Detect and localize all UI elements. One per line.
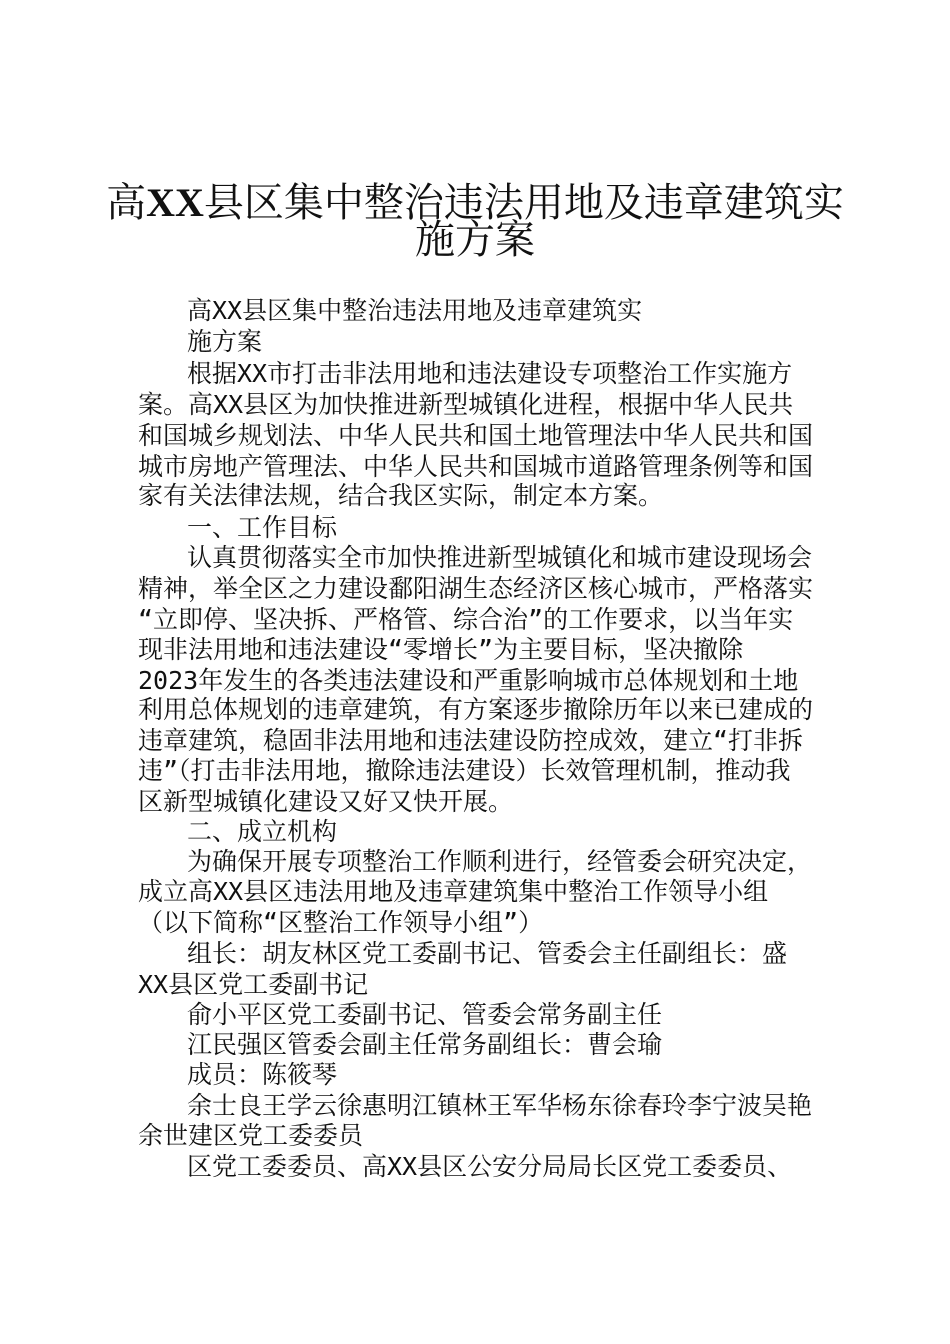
body-line: 施方案	[187, 327, 263, 356]
body-line: 高XX县区集中整治违法用地及违章建筑实	[187, 296, 643, 325]
title-prefix: 高	[106, 180, 147, 226]
body-line: 精神，举全区之力建设鄱阳湖生态经济区核心城市，严格落实	[138, 574, 814, 603]
body-line: 违”（打击非法用地，撤除违法建设）长效管理机制，推动我	[138, 756, 791, 785]
body-line: 俞小平区党工委副书记、管委会常务副主任	[187, 1000, 663, 1029]
title-bold-xx: XX	[146, 180, 204, 225]
body-line: 区党工委委员、高XX县区公安分局局长区党工委委员、	[187, 1152, 793, 1181]
body-line: 认真贯彻落实全市加快推进新型城镇化和城市建设现场会	[187, 543, 813, 572]
body-line: 2023年发生的各类违法建设和严重影响城市总体规划和土地	[138, 666, 799, 695]
body-line: 余士良王学云徐惠明江镇林王军华杨东徐春玲李宁波吴艳	[187, 1091, 813, 1120]
body-line: （以下简称“区整治工作领导小组”）	[138, 908, 544, 937]
body-line: 利用总体规划的违章建筑，有方案逐步撤除历年以来已建成的	[138, 695, 814, 724]
body-line: XX县区党工委副书记	[138, 970, 369, 999]
body-line: 成员：陈筱琴	[187, 1060, 338, 1089]
body-line: 余世建区党工委委员	[138, 1121, 364, 1150]
body-line: 区新型城镇化建设又好又快开展。	[138, 787, 514, 816]
body-line: 城市房地产管理法、中华人民共和国城市道路管理条例等和国	[138, 452, 814, 481]
body-line: 根据XX市打击非法用地和违法建设专项整治工作实施方	[187, 359, 793, 388]
body-line: 成立高XX县区违法用地及违章建筑集中整治工作领导小组	[138, 877, 769, 906]
section-heading: 二、成立机构	[187, 817, 338, 846]
body-line: 违章建筑，稳固非法用地和违法建设防控成效，建立“打非拆	[138, 726, 804, 755]
title-rest: 县区集中整治违法用地及违章建筑实	[203, 180, 844, 226]
section-heading: 一、工作目标	[187, 513, 338, 542]
body-line: “立即停、坚决拆、严格管、综合治”的工作要求，以当年实	[138, 605, 794, 634]
body-line: 案。高XX县区为加快推进新型城镇化进程，根据中华人民共	[138, 390, 794, 419]
document-title-line-2: 施方案	[415, 217, 535, 263]
body-line: 家有关法律法规，结合我区实际，制定本方案。	[138, 481, 664, 510]
body-line: 现非法用地和违法建设“零增长”为主要目标，坚决撤除	[138, 635, 744, 664]
body-line: 组长：胡友林区党工委副书记、管委会主任副组长：盛	[187, 939, 788, 968]
body-line: 江民强区管委会副主任常务副组长：曹会瑜	[187, 1030, 663, 1059]
body-line: 和国城乡规划法、中华人民共和国土地管理法中华人民共和国	[138, 421, 814, 450]
body-line: 为确保开展专项整治工作顺利进行，经管委会研究决定，	[187, 847, 813, 876]
